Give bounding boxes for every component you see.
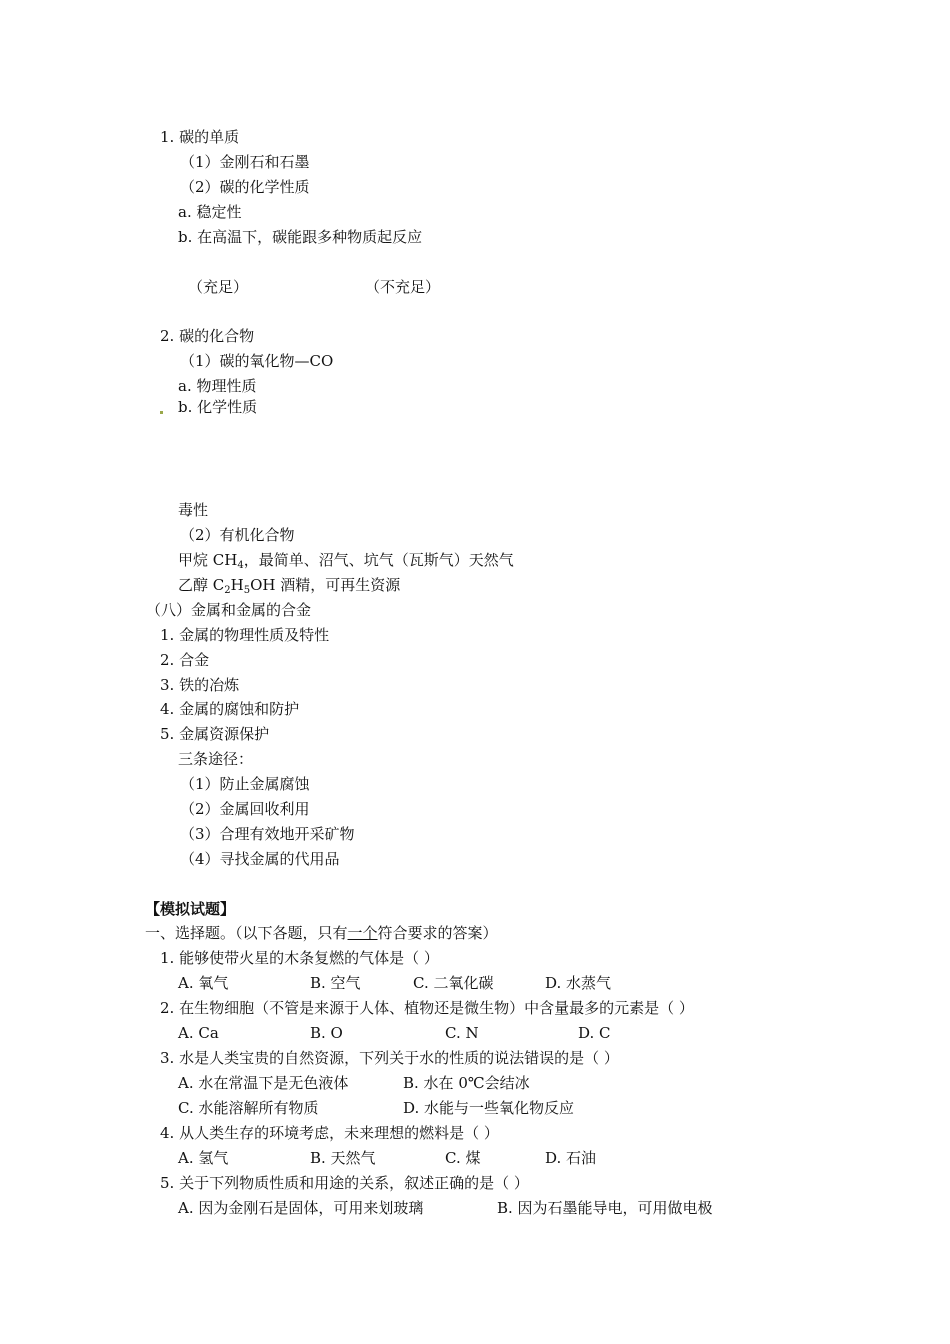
q1-option-b: B. 空气: [310, 974, 361, 992]
carbon-line-chemical: （2）碳的化学性质: [180, 178, 310, 196]
stray-mark: [160, 411, 163, 414]
quiz-title: 【模拟试题】: [145, 900, 236, 918]
carbon-line-high-temp: b. 在高温下，碳能跟多种物质起反应: [178, 228, 423, 246]
q2-option-a: A. Ca: [178, 1024, 219, 1042]
question-2: 2. 在生物细胞（不管是来源于人体、植物还是微生物）中含量最多的元素是（ ）: [160, 999, 694, 1017]
carbon-line-methane: 甲烷 $CH_4$，最简单、沼气、坑气（瓦斯气）天然气: [178, 551, 514, 571]
q3-option-d: D. 水能与一些氧化物反应: [403, 1099, 575, 1117]
q4-option-c: C. 煤: [445, 1149, 481, 1167]
question-4: 4. 从人类生存的环境考虑，未来理想的燃料是（ ）: [160, 1124, 499, 1142]
carbon-line-chem-props: b. 化学性质: [178, 398, 258, 416]
q4-option-d: D. 石油: [545, 1149, 597, 1167]
question-5: 5. 关于下列物质性质和用途的关系，叙述正确的是（ ）: [160, 1174, 529, 1192]
metals-item: 2. 合金: [160, 651, 210, 669]
q2-option-b: B. O: [310, 1024, 343, 1042]
metals-heading: （八）金属和金属的合金: [146, 601, 312, 619]
route-item: （2）金属回收利用: [180, 800, 310, 818]
q2-option-c: C. N: [445, 1024, 479, 1042]
q5-option-a: A. 因为金刚石是固体，可用来划玻璃: [178, 1199, 424, 1217]
label-sufficient: （充足）: [188, 278, 249, 296]
carbon-line-toxicity: 毒性: [178, 501, 209, 519]
q3-option-a: A. 水在常温下是无色液体: [178, 1074, 349, 1092]
q2-option-d: D. C: [578, 1024, 611, 1042]
label-insufficient: （不充足）: [365, 278, 441, 296]
carbon-line-physical: a. 物理性质: [178, 377, 257, 395]
question-3: 3. 水是人类宝贵的自然资源，下列关于水的性质的说法错误的是（ ）: [160, 1049, 619, 1067]
q3-option-b: B. 水在 0℃会结冰: [403, 1074, 530, 1092]
route-item: （1）防止金属腐蚀: [180, 775, 310, 793]
route-item: （3）合理有效地开采矿物: [180, 825, 355, 843]
metals-item: 1. 金属的物理性质及特性: [160, 626, 330, 644]
metals-item: 5. 金属资源保护: [160, 725, 270, 743]
metals-item: 4. 金属的腐蚀和防护: [160, 700, 300, 718]
carbon-line-stability: a. 稳定性: [178, 203, 242, 221]
carbon-line-diamond: （1）金刚石和石墨: [180, 153, 310, 171]
carbon-line-organic: （2）有机化合物: [180, 526, 295, 544]
carbon-heading-2: 2. 碳的化合物: [160, 327, 255, 345]
route-item: （4）寻找金属的代用品: [180, 850, 340, 868]
carbon-line-ethanol: 乙醇 $C_2H_5OH$ 酒精，可再生资源: [178, 576, 401, 596]
q1-option-a: A. 氧气: [178, 974, 229, 992]
q5-option-b: B. 因为石墨能导电，可用做电极: [497, 1199, 713, 1217]
q1-option-d: D. 水蒸气: [545, 974, 612, 992]
q4-option-a: A. 氢气: [178, 1149, 229, 1167]
carbon-line-co: （1）碳的氧化物—CO: [180, 352, 334, 370]
carbon-heading-1: 1. 碳的单质: [160, 128, 240, 146]
q1-option-c: C. 二氧化碳: [413, 974, 494, 992]
q4-option-b: B. 天然气: [310, 1149, 376, 1167]
q3-option-c: C. 水能溶解所有物质: [178, 1099, 319, 1117]
metals-item: 3. 铁的冶炼: [160, 676, 240, 694]
question-1: 1. 能够使带火星的木条复燃的气体是（ ）: [160, 949, 439, 967]
section-instructions: 一、选择题。（以下各题，只有一个符合要求的答案）: [145, 924, 498, 942]
routes-title: 三条途径：: [178, 750, 254, 768]
